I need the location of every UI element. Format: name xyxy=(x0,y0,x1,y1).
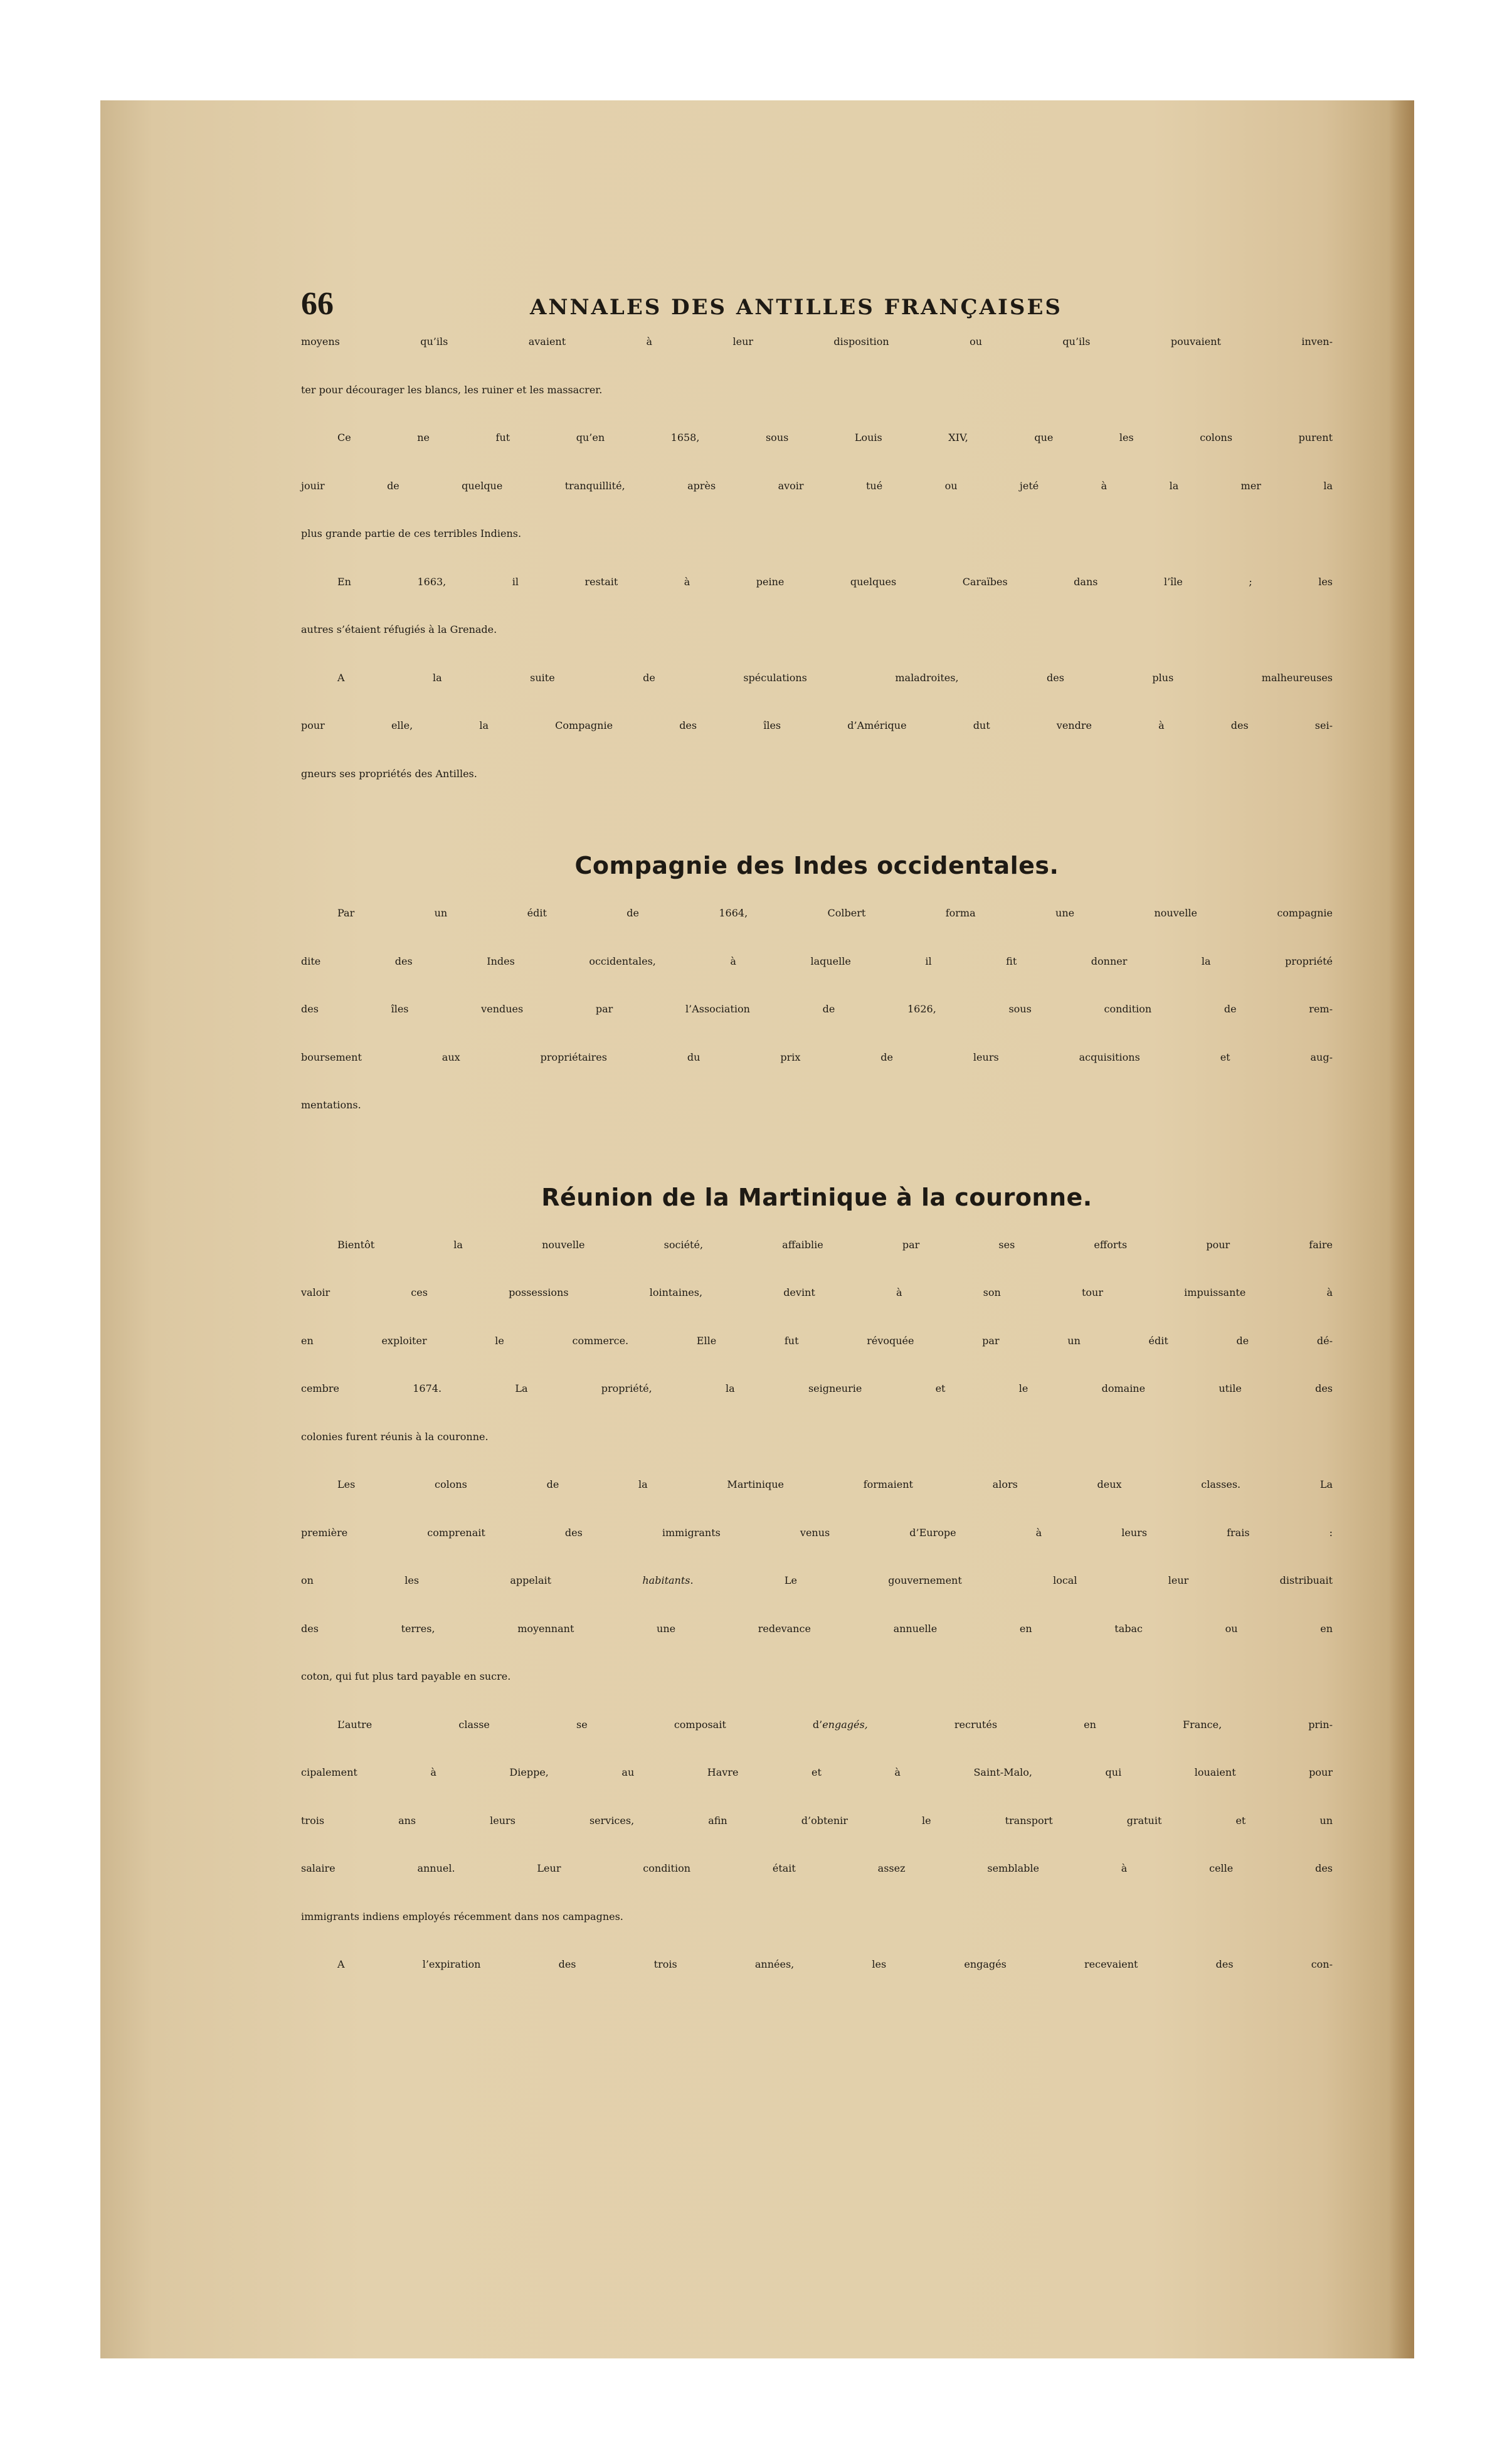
text-line: Bientôt la nouvelle société, affaiblie par ses efforts pour faire xyxy=(337,1238,1333,1251)
text-line: A la suite de spéculations maladroites, des plus malheureuses xyxy=(337,671,1333,684)
text-fragment: . Le gouvernement local leur distribuait xyxy=(690,1574,1333,1586)
text-line: colonies furent réunis à la couronne. xyxy=(301,1430,489,1443)
text-fragment: on les appelait xyxy=(301,1574,643,1586)
section-heading-indes-occidentales: Compagnie des Indes occidentales. xyxy=(574,852,1059,879)
text-fragment: L’autre classe se composait d’ xyxy=(337,1718,823,1731)
section-reunion-couronne xyxy=(301,1239,1333,2007)
text-line: valoir ces possessions lointaines, devint à son tour impuissante à xyxy=(301,1286,1333,1298)
text-line: coton, qui fut plus tard payable en sucre. xyxy=(301,1670,511,1682)
text-line: plus grande partie de ces terribles Indiens. xyxy=(301,528,522,539)
text-line: des îles vendues par l’Association de 1626, sous condition de rem- xyxy=(301,1003,1333,1015)
text-line: en exploiter le commerce. Elle fut révoquée par un édit de dé- xyxy=(301,1334,1333,1347)
running-head xyxy=(301,285,1333,336)
text-line: première comprenait des immigrants venus d’Europe à leurs frais : xyxy=(301,1526,1333,1539)
text-line: immigrants indiens employés récemment dans nos campagnes. xyxy=(301,1910,623,1922)
text-line: boursement aux propriétaires du prix de leurs acquisitions et aug- xyxy=(301,1051,1333,1063)
text-line: mentations. xyxy=(301,1099,361,1111)
section-indes-occidentales xyxy=(301,907,1333,1147)
text-line: Ce ne fut qu’en 1658, sous Louis XIV, que les colons purent xyxy=(337,432,1333,443)
section-intro xyxy=(301,336,1333,815)
text-line-with-italic xyxy=(301,1719,1333,1767)
text-line: cembre 1674. La propriété, la seigneurie et le domaine utile des xyxy=(301,1382,1333,1394)
text-line: jouir de quelque tranquillité, après avoir tué ou jeté à la mer la xyxy=(301,479,1333,492)
text-line: autres s’étaient réfugiés à la Grenade. xyxy=(301,623,497,635)
text-line: Par un édit de 1664, Colbert forma une nouvelle compagnie xyxy=(337,907,1333,919)
text-line: des terres, moyennant une redevance annuelle en tabac ou en xyxy=(301,1622,1333,1635)
book-page xyxy=(100,100,1414,2358)
text-line-with-italic xyxy=(301,1574,1333,1623)
text-line: ter pour décourager les blancs, les ruiner et les massacrer. xyxy=(301,383,603,396)
italic-term-engages: engagés, xyxy=(822,1718,868,1731)
text-line: cipalement à Dieppe, au Havre et à Saint-Malo, qui louaient pour xyxy=(301,1766,1333,1778)
text-line: A l’expiration des trois années, les engagés recevaient des con- xyxy=(337,1958,1333,1970)
text-line: En 1663, il restait à peine quelques Caraïbes dans l’île ; les xyxy=(337,575,1333,588)
text-line: pour elle, la Compagnie des îles d’Amérique dut vendre à des sei- xyxy=(301,719,1333,731)
section-heading-reunion-couronne: Réunion de la Martinique à la couronne. xyxy=(541,1183,1092,1211)
text-line: salaire annuel. Leur condition était assez semblable à celle des xyxy=(301,1862,1333,1874)
text-line: trois ans leurs services, afin d’obtenir le transport gratuit et un xyxy=(301,1814,1333,1827)
page-number: 66 xyxy=(301,286,334,322)
text-line: gneurs ses propriétés des Antilles. xyxy=(301,767,477,780)
text-line: moyens qu’ils avaient à leur disposition ou qu’ils pouvaient inven- xyxy=(301,336,1333,347)
text-line: dite des Indes occidentales, à laquelle il fit donner la propriété xyxy=(301,955,1333,967)
text-fragment: recrutés en France, prin- xyxy=(867,1718,1333,1731)
italic-term-habitants: habitants xyxy=(642,1574,690,1586)
text-line: Les colons de la Martinique formaient alors deux classes. La xyxy=(337,1478,1333,1490)
text-block xyxy=(301,285,1333,2007)
running-title: ANNALES DES ANTILLES FRANÇAISES xyxy=(530,295,1062,320)
